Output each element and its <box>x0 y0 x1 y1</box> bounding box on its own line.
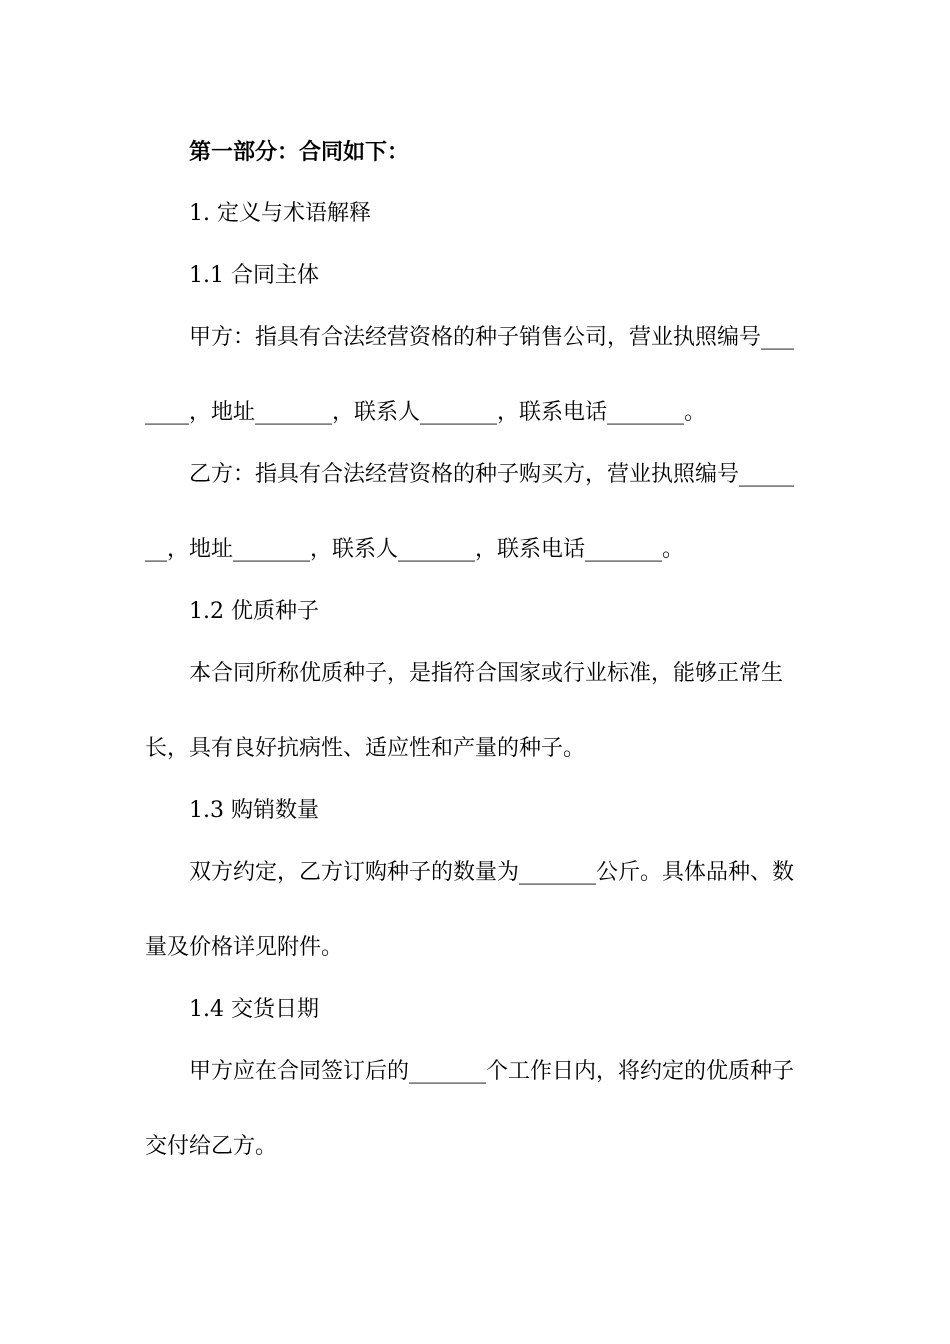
seed-definition-line-1: 本合同所称优质种子，是指符合国家或行业标准，能够正常生 <box>189 661 784 686</box>
quantity-line-1: 双方约定，乙方订购种子的数量为_______公斤。具体品种、数 <box>189 860 795 885</box>
seed-definition-line-2: 长，具有良好抗病性、适应性和产量的种子。 <box>145 736 586 761</box>
part-heading: 第一部分：合同如下： <box>189 139 410 165</box>
section-1-2-title: 1.2 优质种子 <box>189 599 319 624</box>
party-b-line-1: 乙方：指具有合法经营资格的种子购买方，营业执照编号_____ <box>189 462 795 487</box>
party-b-line-2: __，地址_______，联系人_______，联系电话_______。 <box>145 537 685 562</box>
party-a-line-2: ____，地址_______，联系人_______，联系电话_______。 <box>145 400 707 425</box>
quantity-line-2: 量及价格详见附件。 <box>145 935 344 960</box>
delivery-line-2: 交付给乙方。 <box>145 1134 278 1159</box>
delivery-line-1: 甲方应在合同签订后的_______个工作日内，将约定的优质种子 <box>189 1059 795 1084</box>
section-1-3-title: 1.3 购销数量 <box>189 798 319 823</box>
section-1-1-title: 1.1 合同主体 <box>189 263 319 288</box>
section-1-4-title: 1.4 交货日期 <box>189 997 319 1022</box>
party-a-line-1: 甲方：指具有合法经营资格的种子销售公司，营业执照编号___ <box>189 325 795 350</box>
section-1-title: 1. 定义与术语解释 <box>189 201 371 226</box>
